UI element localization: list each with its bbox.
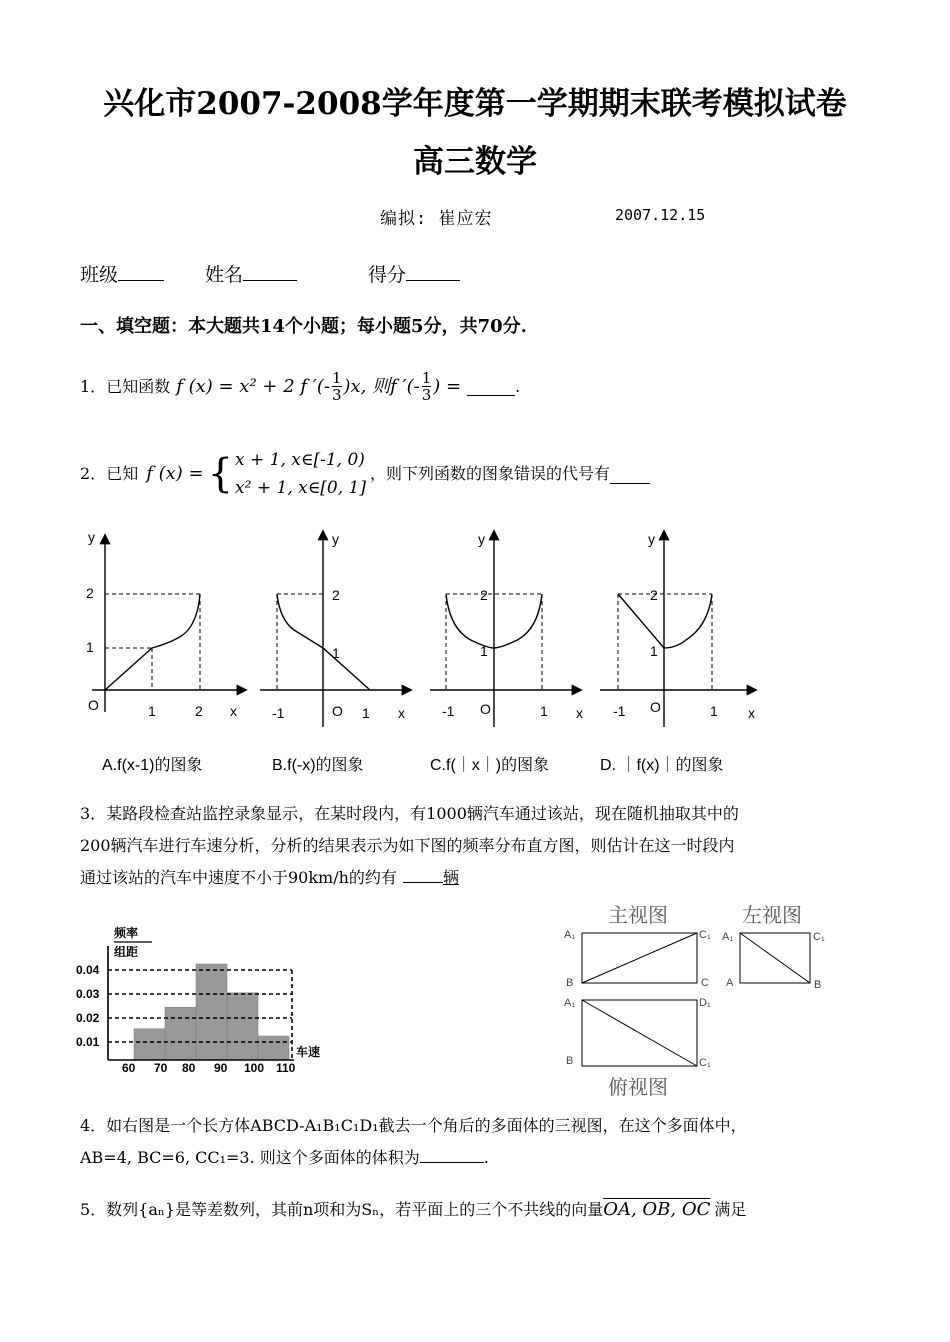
class-label: 班级: [80, 264, 119, 286]
svg-text:O: O: [650, 699, 661, 715]
question-5: [80, 1194, 910, 1226]
graph-c: [430, 532, 580, 727]
svg-text:1: 1: [332, 645, 340, 661]
svg-text:70: 70: [154, 1061, 168, 1072]
q1-formula-a: f (x) = x² + 2 f ′(-: [176, 375, 330, 397]
question-2: 2． 已知 f (x) = { x + 1, x∈[-1, 0) x² + 1, x∈[0, 1] ，则下列函数的图象错误的代号有: [80, 446, 650, 502]
q1-fraction-1: $\frac{1}{3}$: [331, 369, 342, 404]
svg-text:O: O: [480, 701, 491, 717]
histogram-bar-60-70: [134, 1029, 165, 1060]
svg-text:-1: -1: [272, 705, 285, 721]
class-blank[interactable]: [118, 262, 164, 281]
q2-rest: ，则下列函数的图象错误的代号有: [370, 464, 611, 483]
score-label: 得分: [368, 264, 407, 286]
svg-text:60: 60: [122, 1061, 136, 1072]
svg-text:A₁: A₁: [564, 997, 576, 1009]
svg-text:O: O: [332, 703, 343, 719]
svg-text:0.02: 0.02: [76, 1011, 100, 1025]
svg-text:1: 1: [540, 703, 548, 719]
question-4: [80, 1110, 910, 1174]
svg-text:A₁: A₁: [564, 929, 576, 941]
q1-fraction-2: $\frac{1}{3}$: [421, 369, 432, 404]
score-blank[interactable]: [406, 262, 460, 281]
q2-answer-blank[interactable]: [610, 465, 650, 484]
svg-text:C₁: C₁: [813, 931, 825, 943]
svg-text:x: x: [398, 705, 405, 721]
svg-text:0.01: 0.01: [76, 1035, 100, 1049]
histogram-bar-80-90: [196, 964, 227, 1060]
question-1: [80, 370, 520, 403]
graph-d: [600, 532, 755, 727]
hist-xlabel: 车速: [296, 1045, 321, 1059]
q5-line-1: 5．数列{aₙ}是等差数列，其前n项和为Sₙ，若平面上的三个不共线的向量: [80, 1200, 604, 1219]
svg-text:110: 110: [276, 1061, 296, 1072]
svg-text:1: 1: [710, 703, 718, 719]
svg-text:-1: -1: [442, 703, 455, 719]
byline: 编拟: 崔应宏: [380, 209, 493, 229]
svg-text:0.03: 0.03: [76, 987, 100, 1001]
svg-text:1: 1: [480, 643, 488, 659]
q3-answer-blank[interactable]: [403, 864, 443, 883]
graph-a-y-label: y: [88, 529, 95, 545]
q2-case-1: x + 1, x∈[-1, 0): [235, 450, 365, 470]
hist-ylabel-top: 频率: [114, 926, 139, 940]
svg-text:90: 90: [214, 1061, 228, 1072]
q4-answer-blank[interactable]: [420, 1144, 484, 1163]
front-view-label: 主视图: [608, 905, 668, 927]
svg-text:1: 1: [362, 705, 370, 721]
graph-a: [92, 536, 245, 712]
name-field: [205, 260, 297, 287]
svg-text:B: B: [566, 1055, 574, 1067]
question-3: [80, 798, 880, 894]
histogram-bars: [134, 964, 289, 1060]
top-view-label: 俯视图: [608, 1077, 668, 1099]
svg-text:2: 2: [86, 585, 94, 601]
q2-cases: [235, 446, 366, 502]
svg-text:x: x: [576, 705, 583, 721]
score-field: [368, 260, 460, 287]
q1-answer-blank[interactable]: [467, 377, 515, 396]
q2-lead: 已知: [106, 464, 139, 483]
class-field: [80, 260, 164, 287]
q3-line-1: 3．某路段检查站监控录象显示，在某时段内，有1000辆汽车通过该站，现在随机抽取其中的: [80, 804, 739, 823]
svg-text:1: 1: [650, 643, 658, 659]
exam-date: 2007.12.15: [615, 206, 706, 224]
q1-lead: 已知函数: [106, 376, 171, 396]
svg-text:B: B: [814, 979, 822, 991]
page-title: 兴化市2007-2008学年度第一学期期末联考模拟试卷: [103, 86, 847, 122]
q5-end: 满足: [714, 1200, 747, 1219]
svg-text:y: y: [478, 531, 485, 547]
svg-text:A₁: A₁: [722, 931, 734, 943]
svg-text:C: C: [701, 977, 709, 989]
graph-a-caption: A.f(x-1)的图象: [102, 757, 203, 774]
q2-number: 2．: [80, 464, 107, 483]
graph-b: [260, 532, 410, 727]
svg-text:x: x: [230, 703, 237, 719]
svg-text:2: 2: [650, 587, 658, 603]
q1-formula-c: ) =: [433, 375, 462, 397]
left-view-label: 左视图: [742, 905, 802, 927]
section-heading: 一、填空题：本大题共14个小题；每小题5分，共70分.: [80, 316, 527, 337]
svg-text:y: y: [332, 531, 339, 547]
svg-text:A: A: [726, 977, 734, 989]
hist-ylabel-bottom: 组距: [114, 945, 139, 959]
svg-text:B: B: [566, 977, 574, 989]
svg-text:2: 2: [195, 703, 203, 719]
q3-line-3: 通过该站的汽车中速度不小于90km/h的约有 辆: [80, 862, 880, 894]
svg-text:1: 1: [148, 703, 156, 719]
graph-d-caption: D. ｜f(x)｜的图象: [600, 757, 724, 774]
graph-c-caption: C.f(｜x｜)的图象: [430, 757, 550, 774]
svg-text:y: y: [648, 531, 655, 547]
svg-text:C₁: C₁: [699, 929, 711, 941]
q2-fx: f (x) =: [146, 463, 204, 484]
name-label: 姓名: [205, 264, 244, 286]
q2-case-2: x² + 1, x∈[0, 1]: [235, 478, 366, 498]
svg-text:D₁: D₁: [699, 997, 711, 1009]
histogram-bar-90-100: [227, 993, 258, 1060]
three-views: [560, 900, 860, 1100]
svg-text:100: 100: [244, 1061, 265, 1072]
svg-text:0.04: 0.04: [76, 963, 100, 977]
svg-text:2: 2: [480, 587, 488, 603]
q1-number: 1．: [80, 376, 107, 396]
svg-text:80: 80: [182, 1061, 196, 1072]
q2-graphs: [80, 522, 770, 782]
graph-b-caption: B.f(-x)的图象: [272, 757, 364, 774]
q5-vectors: OA, OB, OC: [603, 1199, 711, 1220]
q4-line-1: 4．如右图是一个长方体ABCD-A₁B₁C₁D₁截去一个角后的多面体的三视图，在这个多面体中，: [80, 1116, 747, 1135]
svg-text:C₁: C₁: [699, 1057, 711, 1069]
name-blank[interactable]: [243, 262, 297, 281]
svg-text:2: 2: [332, 587, 340, 603]
q4-line-2: AB=4, BC=6, CC₁=3. 则这个多面体的体积为 .: [80, 1142, 910, 1174]
svg-text:-1: -1: [613, 703, 626, 719]
svg-text:x: x: [748, 705, 755, 721]
q3-line-2: 200辆汽车进行车速分析，分析的结果表示为如下图的频率分布直方图，则估计在这一时段内: [80, 836, 735, 855]
page-subtitle: 高三数学: [413, 144, 537, 180]
svg-text:1: 1: [86, 639, 94, 655]
q1-formula-b: )x, 则f ′(-: [343, 375, 420, 397]
histogram-bar-100-110: [258, 1036, 289, 1060]
histogram-bar-70-80: [165, 1007, 196, 1060]
svg-text:O: O: [88, 697, 99, 713]
histogram: [74, 922, 344, 1072]
q1-tail: .: [515, 376, 521, 396]
